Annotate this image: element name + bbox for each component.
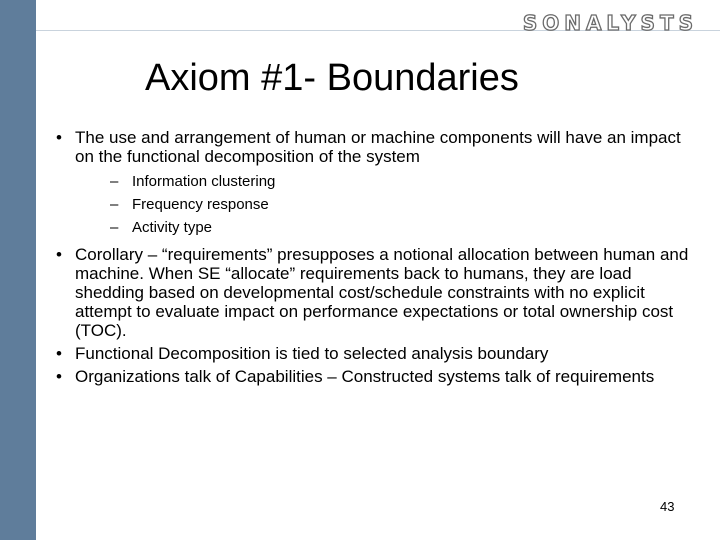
bullet-text: Organizations talk of Capabilities – Constructed systems talk of requirements	[75, 367, 655, 386]
sub-bullet-text: Frequency response	[132, 196, 269, 213]
bullet-item	[52, 245, 702, 340]
sub-bullet-item	[75, 216, 702, 239]
sonalysts-logo: SONALYSTS	[522, 11, 698, 35]
bullet-dot-icon: •	[56, 128, 62, 147]
bullet-item	[52, 367, 702, 386]
bullet-text: Corollary – “requirements” presupposes a notional allocation between human and machine. When SE “allocate” requirements back to humans, they are load shedding based on developmental cost/schedule constraints with no explicit attempt to evaluate impact on performance expectations or total ownership cost (TOC).	[75, 245, 689, 340]
bullet-dot-icon: •	[56, 245, 62, 264]
sub-bullet-item	[75, 193, 702, 216]
bullet-item	[52, 344, 702, 363]
dash-icon: –	[110, 173, 119, 190]
dash-icon: –	[110, 219, 119, 236]
bullet-text: The use and arrangement of human or machine components will have an impact on the functional decomposition of the system	[75, 128, 681, 166]
dash-icon: –	[110, 196, 119, 213]
bullet-dot-icon: •	[56, 344, 62, 363]
bullet-dot-icon: •	[56, 367, 62, 386]
page-number: 43	[660, 499, 675, 514]
left-accent-band	[0, 0, 36, 540]
sub-bullet-item	[75, 170, 702, 193]
slide-title: Axiom #1- Boundaries	[145, 57, 519, 99]
sub-bullet-text: Activity type	[132, 219, 213, 236]
bullet-item	[52, 128, 702, 239]
sub-bullet-list	[75, 170, 702, 239]
bullet-text: Functional Decomposition is tied to selected analysis boundary	[75, 344, 549, 363]
sub-bullet-text: Information clustering	[132, 173, 276, 190]
slide-content	[52, 128, 702, 386]
